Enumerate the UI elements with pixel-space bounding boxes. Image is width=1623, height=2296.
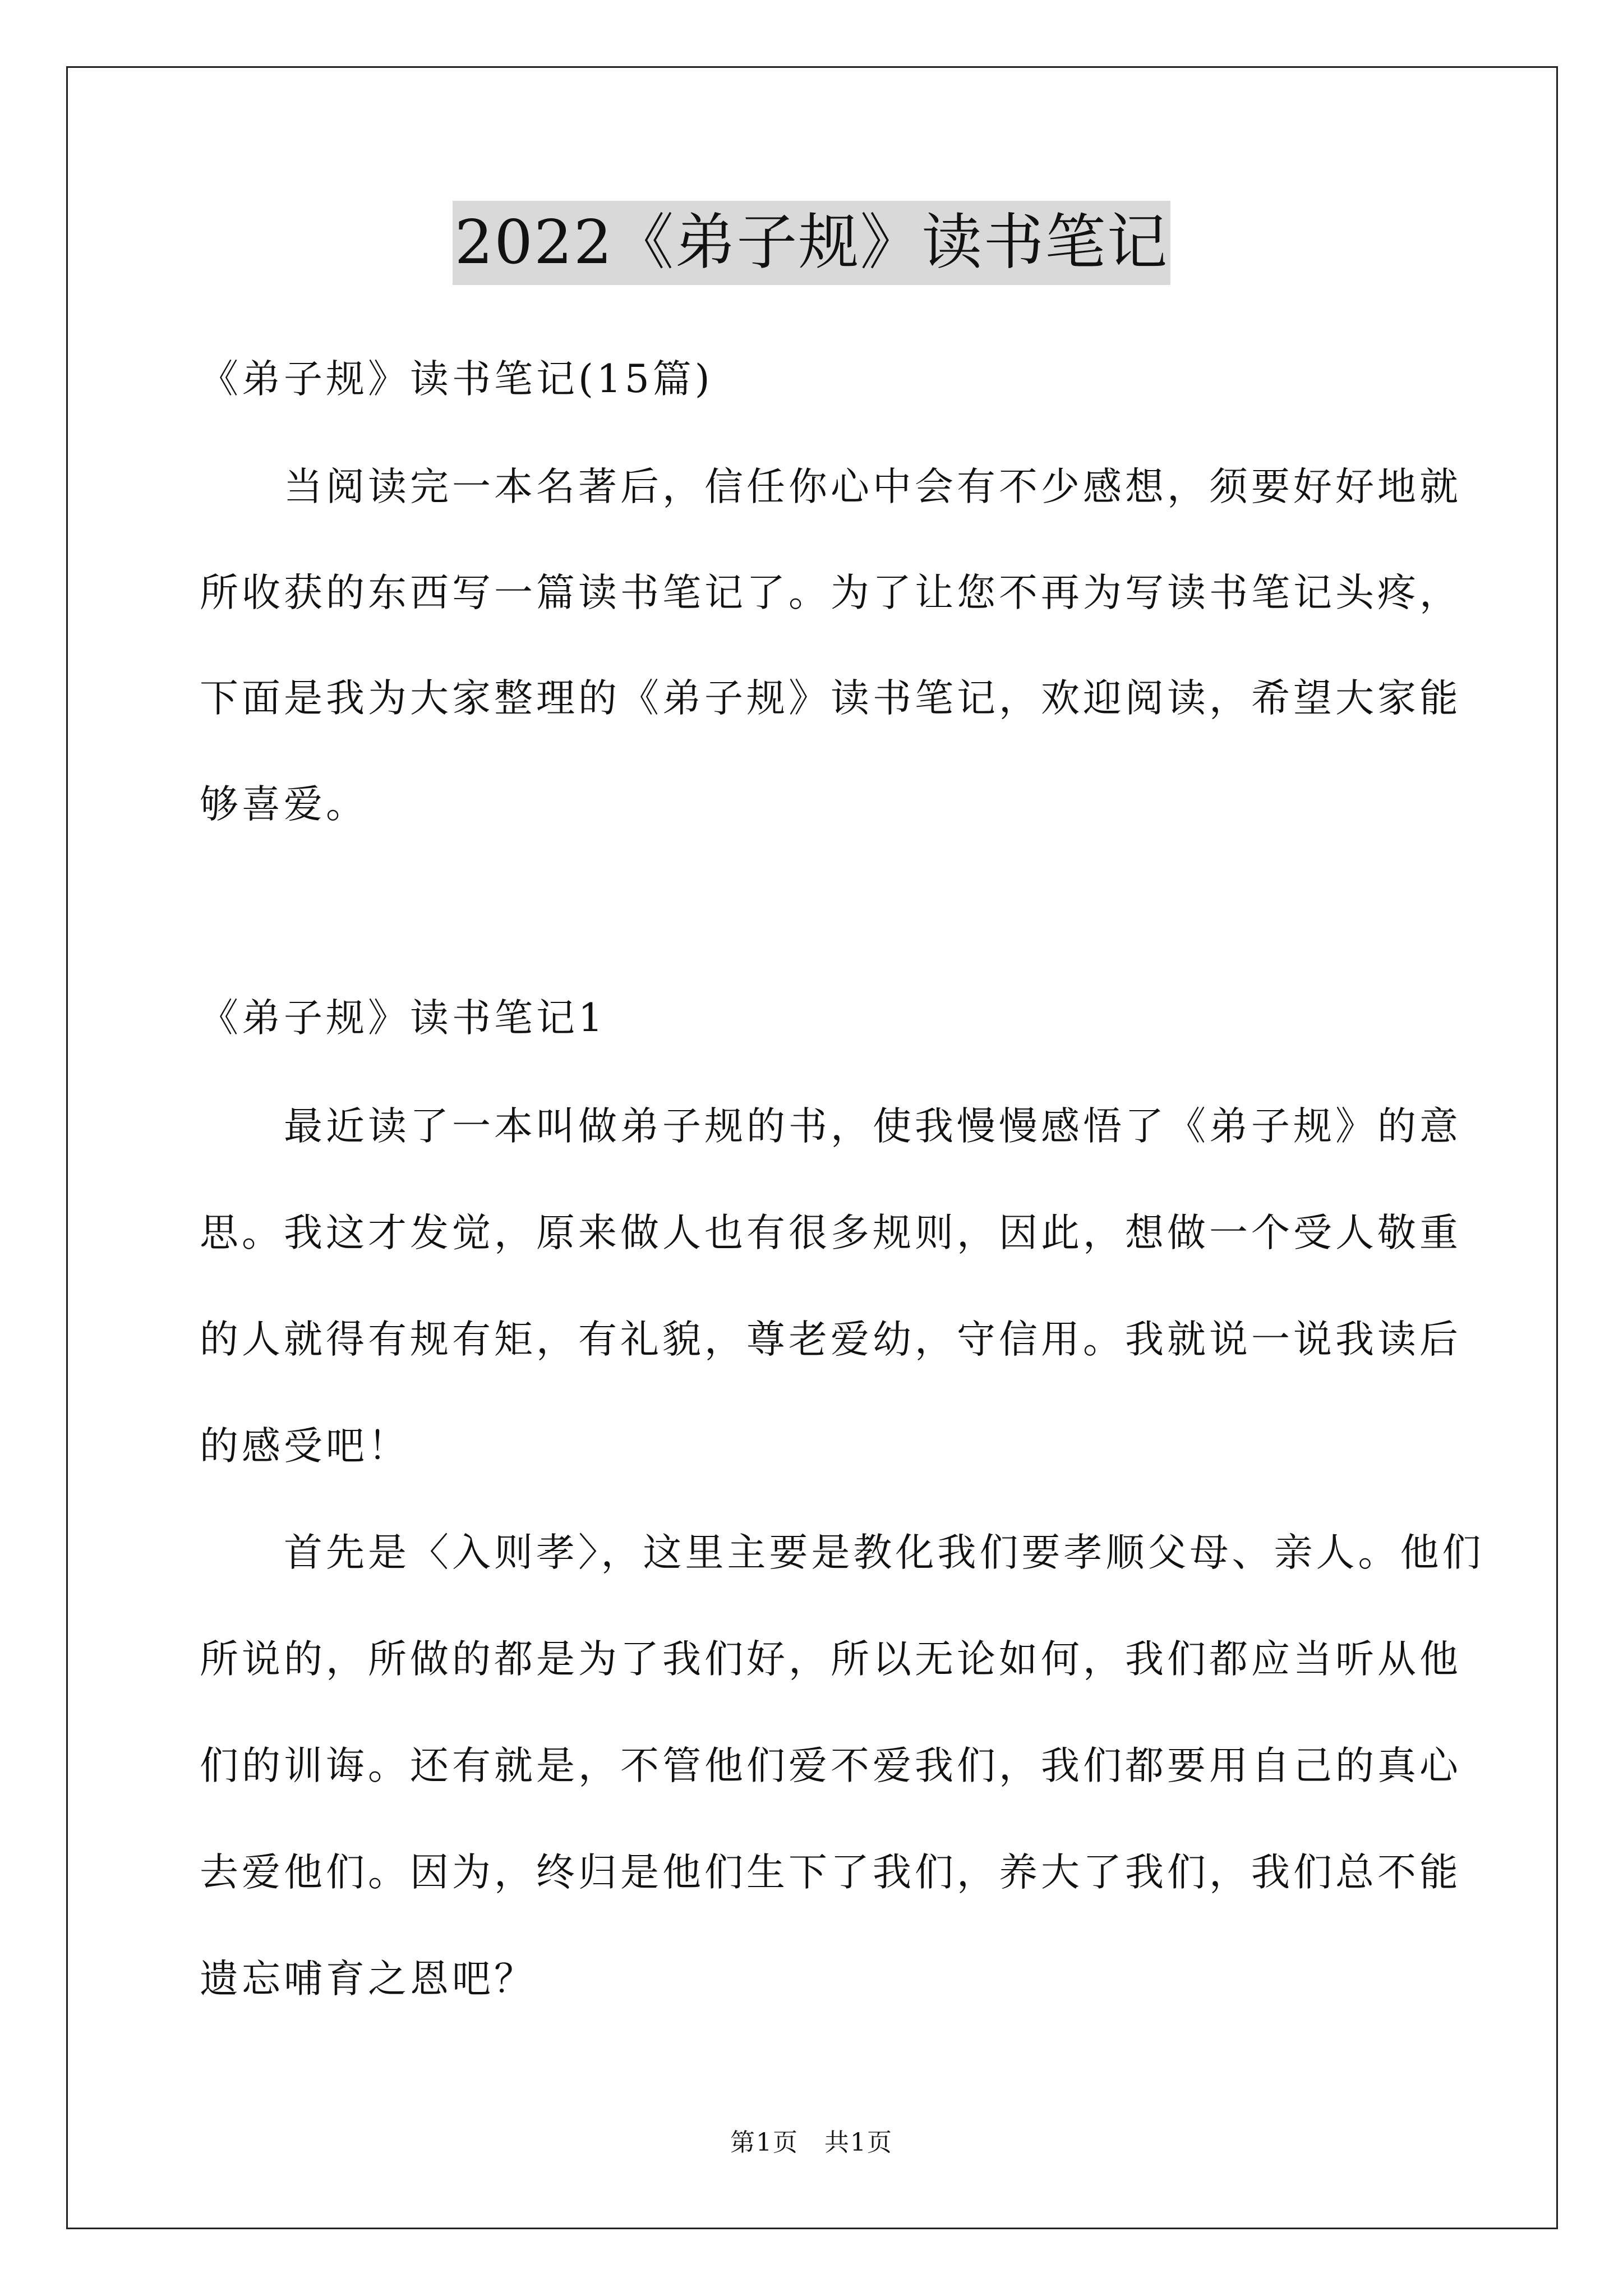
paragraph-line: 遗忘哺育之恩吧？ [200, 1957, 536, 2001]
paragraph-line: 最近读了一本叫做弟子规的书，使我慢慢感悟了《弟子规》的意 [200, 1104, 1461, 1149]
intro-line: 当阅读完一本名著后，信任你心中会有不少感想，须要好好地就 [200, 464, 1461, 509]
document-title: 2022《弟子规》读书笔记 [453, 201, 1171, 285]
paragraph-line: 思。我这才发觉，原来做人也有很多规则，因此，想做一个受人敬重 [200, 1211, 1461, 1255]
paragraph-line: 首先是〈入则孝〉，这里主要是教化我们要孝顺父母、亲人。他们 [200, 1530, 1484, 1575]
paragraph-line: 的感受吧！ [200, 1424, 410, 1469]
intro-line: 够喜爱。 [200, 782, 368, 827]
paragraph-line: 们的训诲。还有就是，不管他们爱不爱我们，我们都要用自己的真心 [200, 1743, 1461, 1788]
paragraph-line: 去爱他们。因为，终归是他们生下了我们，养大了我们，我们总不能 [200, 1850, 1461, 1895]
page-footer: 第1页 共1页 [730, 2128, 893, 2157]
section-title: 《弟子规》读书笔记1 [200, 996, 606, 1041]
paragraph-line: 所说的，所做的都是为了我们好，所以无论如何，我们都应当听从他 [200, 1637, 1461, 1682]
subtitle: 《弟子规》读书笔记(15篇) [200, 357, 713, 402]
title-container [0, 201, 1623, 285]
paragraph-line: 的人就得有规有矩，有礼貌，尊老爱幼，守信用。我就说一说我读后 [200, 1317, 1461, 1362]
intro-line: 所收获的东西写一篇读书笔记了。为了让您不再为写读书笔记头疼， [200, 570, 1461, 615]
intro-line: 下面是我为大家整理的《弟子规》读书笔记，欢迎阅读，希望大家能 [200, 676, 1461, 721]
